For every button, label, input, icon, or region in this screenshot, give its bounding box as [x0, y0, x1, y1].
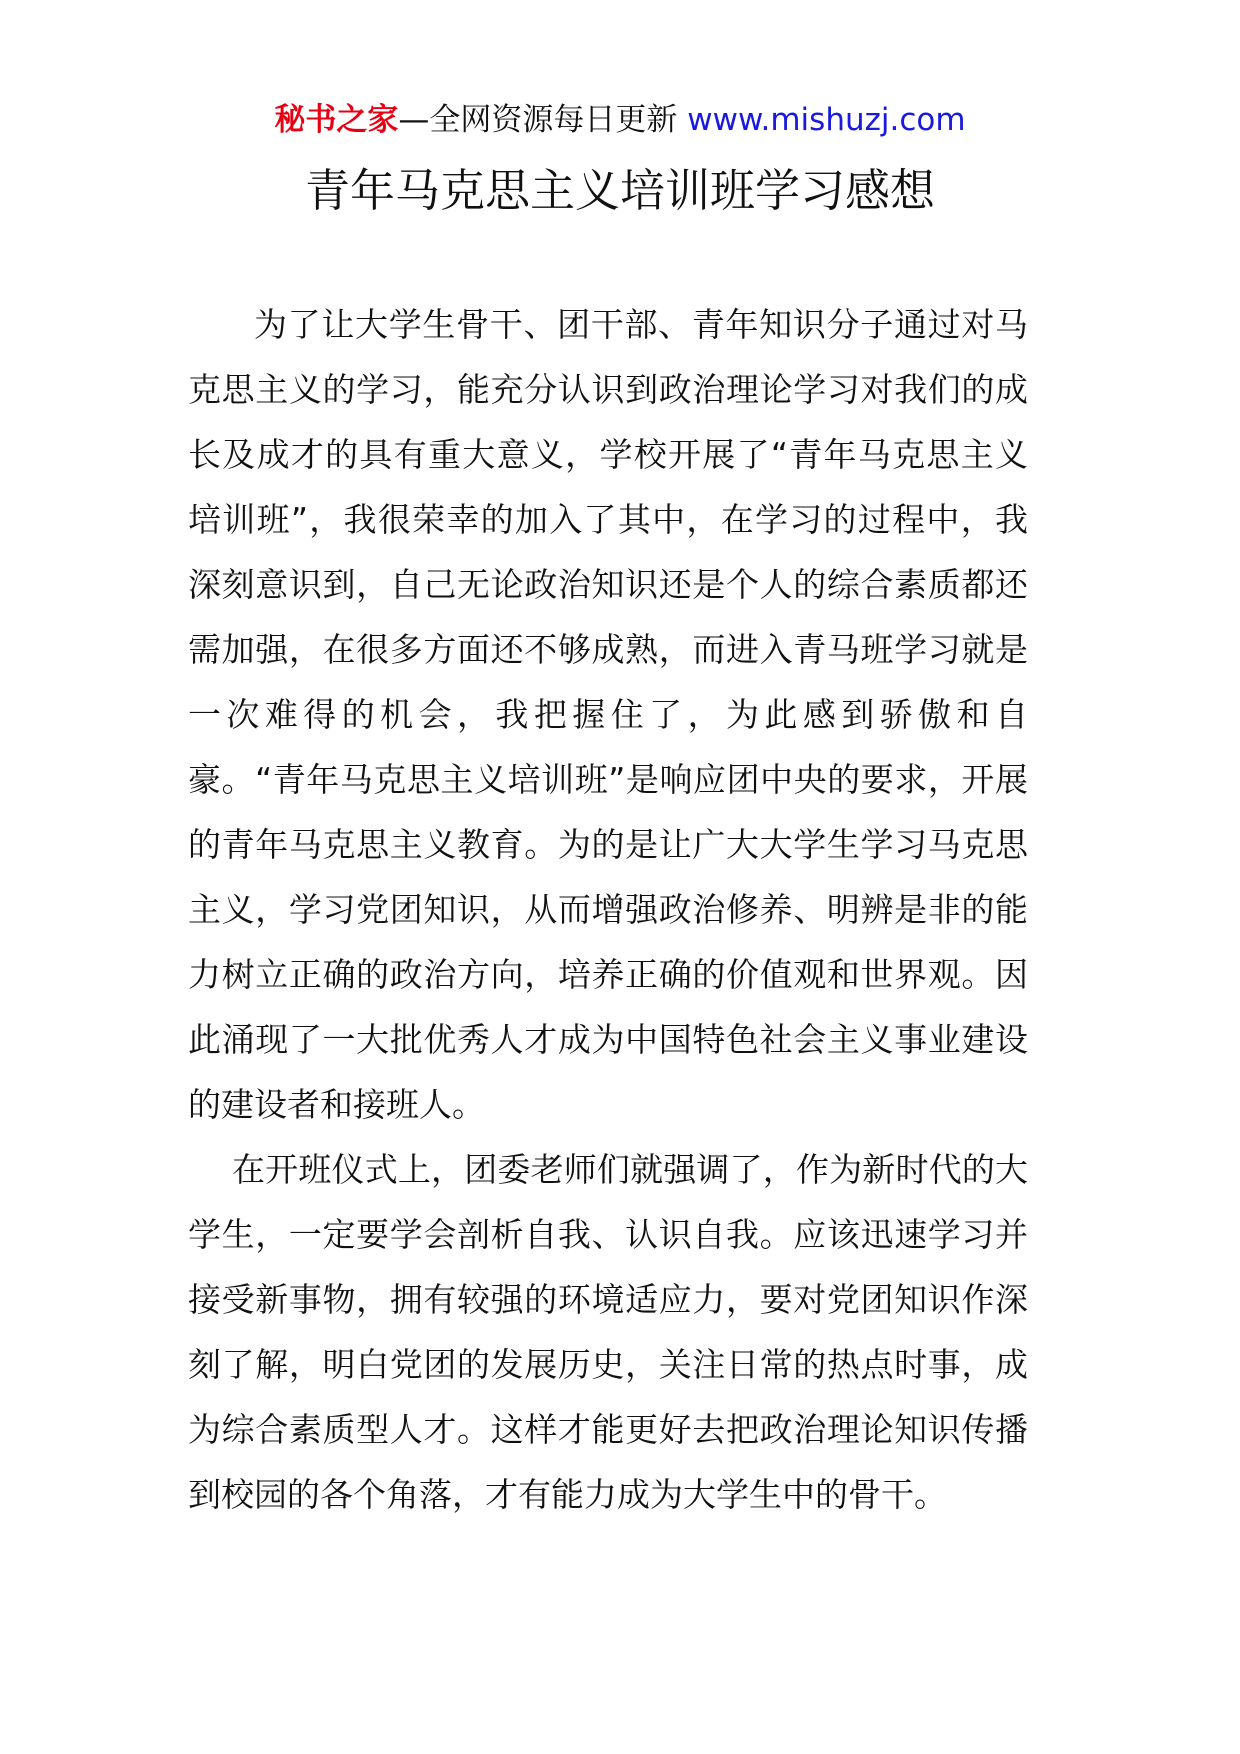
site-url-link[interactable]: www.mishuzj.com: [687, 102, 966, 138]
body-paragraph-1: 为了让大学生骨干、团干部、青年知识分子通过对马克思主义的学习，能充分认识到政治理论学习对我们的成长及成才的具有重大意义，学校开展了“青年马克思主义培训班”，我很荣幸的加入了其中，在学习的过程中，我深刻意识到，自己无论政治知识还是个人的综合素质都还需加强，在很多方面还不够成熟，而进入青马班学习就是一次难得的机会，我把握住了，为此感到骄傲和自豪。“青年马克思主义培训班”是响应团中央的要求，开展的青年马克思主义教育。为的是让广大大学生学习马克思主义，学习党团知识，从而增强政治修养、明辨是非的能力树立正确的政治方向，培养正确的价值观和世界观。因此涌现了一大批优秀人才成为中国特色社会主义事业建设的建设者和接班人。: [188, 305, 1028, 1124]
site-header: [0, 98, 1240, 142]
body-paragraph-2: 在开班仪式上，团委老师们就强调了，作为新时代的大学生，一定要学会剖析自我、认识自我。应该迅速学习并接受新事物，拥有较强的环境适应力，要对党团知识作深刻了解，明白党团的发展历史，关注日常的热点时事，成为综合素质型人才。这样才能更好去把政治理论知识传播到校园的各个角落，才有能力成为大学生中的骨干。: [188, 1150, 1028, 1514]
document-title: 青年马克思主义培训班学习感想: [304, 164, 935, 217]
document-body: [188, 292, 1028, 1527]
site-brand: 秘书之家: [274, 102, 399, 138]
site-tagline: —全网资源每日更新: [398, 102, 678, 138]
